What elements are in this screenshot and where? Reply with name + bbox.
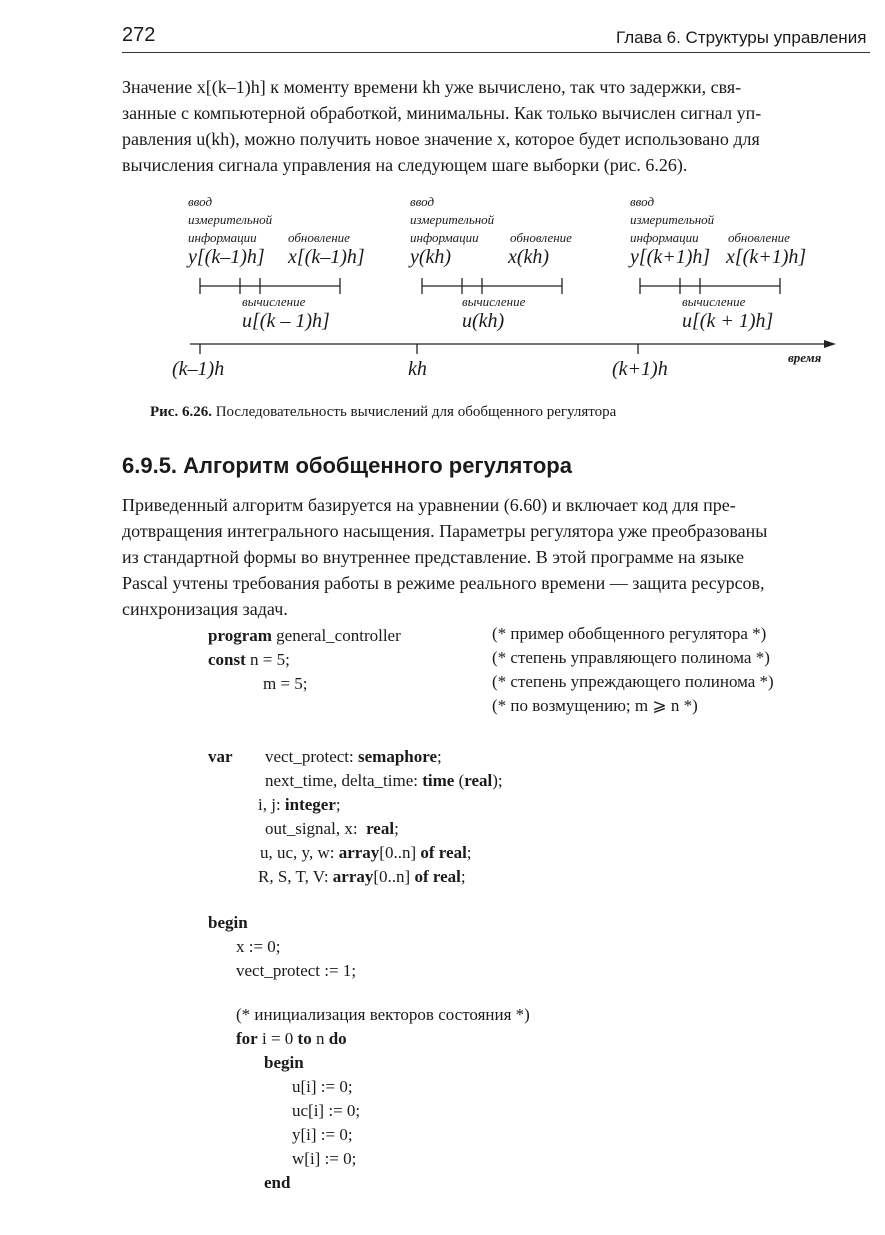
code-text: w[i] := 0; (292, 1149, 357, 1168)
keyword: integer (284, 795, 336, 814)
code-var-line (258, 865, 466, 889)
code-text: ( (454, 771, 465, 790)
update-value: x[(k+1)h] (726, 246, 807, 268)
input-label: информации (188, 230, 257, 245)
chapter-header: Глава 6. Структуры управления (616, 28, 867, 47)
code-var-line (260, 841, 472, 865)
section-title: Алгоритм обобщенного регулятора (183, 453, 572, 478)
code-text: ; (335, 795, 341, 814)
program-name: general_controller (276, 626, 401, 645)
code-text: x := 0; (236, 937, 281, 956)
input-label: измерительной (410, 212, 495, 227)
measure-value: y(kh) (410, 246, 452, 268)
measure-value: y[(k+1)h] (630, 246, 711, 268)
body-paragraph (122, 492, 870, 622)
input-label: измерительной (188, 212, 273, 227)
code-text: [0..n] (373, 867, 415, 886)
keyword: const (208, 650, 246, 669)
time-axis-label: время (788, 350, 822, 365)
text-line: из стандартной формы во внутреннее представление. В этой программе на языке (122, 547, 744, 567)
keyword: for (236, 1029, 258, 1048)
keyword: do (328, 1029, 347, 1048)
compute-value: u(kh) (462, 310, 505, 332)
code-var-line (265, 817, 399, 841)
code-comment: (* степень управляющего полинома *) (492, 648, 770, 667)
code-var-line (265, 745, 442, 769)
text-line: синхронизация задач. (122, 599, 288, 619)
section-number: 6.9.5. (122, 453, 178, 478)
text-line: равления u(kh), можно получить новое значение x, которое будет использовано для (122, 129, 760, 149)
axis-tick-label: kh (408, 358, 427, 380)
update-label: обновление (288, 230, 350, 245)
keyword: var (208, 747, 233, 766)
code-text: ; (394, 819, 399, 838)
caption-text: Последовательность вычислений для обобщенного регулятора (215, 404, 617, 420)
keyword: time (422, 771, 455, 790)
keyword: array (338, 843, 380, 862)
caption-number: Рис. 6.26. (150, 404, 212, 420)
input-label: ввод (630, 194, 655, 209)
keyword: array (332, 867, 374, 886)
code-text: y[i] := 0; (292, 1125, 353, 1144)
code-text: ; (437, 747, 442, 766)
code-var-line (265, 769, 503, 793)
input-label: ввод (410, 194, 435, 209)
code-text: i, j: (258, 795, 285, 814)
keyword: semaphore (358, 747, 438, 766)
compute-label: вычисление (682, 294, 746, 309)
header-rule (122, 52, 870, 53)
input-label: информации (630, 230, 699, 245)
code-const-line (208, 648, 290, 672)
code-text: i = 0 (257, 1029, 298, 1048)
figure-timeline (160, 194, 860, 384)
code-text: n (311, 1029, 329, 1048)
code-text: n = 5; (250, 650, 290, 669)
code-text: vect_protect: (265, 747, 358, 766)
keyword: of real (420, 843, 467, 862)
section-heading (122, 453, 572, 479)
code-comment: (* инициализация векторов состояния *) (236, 1005, 530, 1024)
text-line: занные с компьютерной обработкой, минимальны. Как только вычислен сигнал уп- (122, 103, 762, 123)
text-line: Приведенный алгоритм базируется на уравнении (6.60) и включает код для пре- (122, 495, 736, 515)
code-text: m = 5; (263, 674, 308, 693)
compute-value: u[(k – 1)h] (242, 310, 330, 332)
text-line: Pascal учтены требования работы в режиме реального времени — защита ресурсов, (122, 573, 765, 593)
axis-tick-label: (k+1)h (612, 358, 668, 380)
code-program-line (208, 624, 401, 648)
code-text: ); (492, 771, 503, 790)
keyword: begin (208, 913, 248, 932)
code-comment: (* по возмущению; m ⩾ n *) (492, 696, 698, 715)
code-text: u, uc, y, w: (260, 843, 339, 862)
figure-caption (150, 404, 616, 421)
text-line: дотвращения интегрального насыщения. Параметры регулятора уже преобразованы (122, 521, 768, 541)
keyword: end (264, 1173, 291, 1192)
text-line: Значение x[(k–1)h] к моменту времени kh уже вычислено, так что задержки, свя- (122, 77, 742, 97)
code-text: u[i] := 0; (292, 1077, 353, 1096)
code-text: R, S, T, V: (258, 867, 333, 886)
update-value: x[(k–1)h] (288, 246, 365, 268)
update-label: обновление (728, 230, 790, 245)
code-text: out_signal, x: (265, 819, 367, 838)
text-line: вычисления сигнала управления на следующем шаге выборки (рис. 6.26). (122, 155, 688, 175)
update-label: обновление (510, 230, 572, 245)
keyword: real (366, 819, 395, 838)
axis-arrowhead (824, 340, 836, 348)
code-text: next_time, delta_time: (265, 771, 423, 790)
keyword: to (297, 1029, 312, 1048)
compute-label: вычисление (242, 294, 306, 309)
page-number: 272 (122, 24, 156, 46)
code-text: uc[i] := 0; (292, 1101, 361, 1120)
interval-brackets (200, 278, 780, 294)
axis-tick-label: (k–1)h (172, 358, 225, 380)
code-text: ; (460, 867, 466, 886)
code-text: vect_protect := 1; (236, 961, 357, 980)
code-text: [0..n] (379, 843, 421, 862)
input-label: информации (410, 230, 479, 245)
keyword: program (208, 626, 272, 645)
update-value: x(kh) (508, 246, 550, 268)
code-comment: (* пример обобщенного регулятора *) (492, 624, 767, 643)
compute-label: вычисление (462, 294, 526, 309)
intro-paragraph (122, 74, 870, 178)
measure-value: y[(k–1)h] (188, 246, 265, 268)
code-comment: (* степень упреждающего полинома *) (492, 672, 774, 691)
compute-value: u[(k + 1)h] (682, 310, 774, 332)
code-text: ; (466, 843, 472, 862)
input-label: измерительной (630, 212, 715, 227)
code-for-line (236, 1027, 347, 1051)
input-label: ввод (188, 194, 213, 209)
keyword: of real (414, 867, 461, 886)
keyword: begin (264, 1053, 304, 1072)
code-var-line (258, 793, 341, 817)
keyword: real (464, 771, 493, 790)
